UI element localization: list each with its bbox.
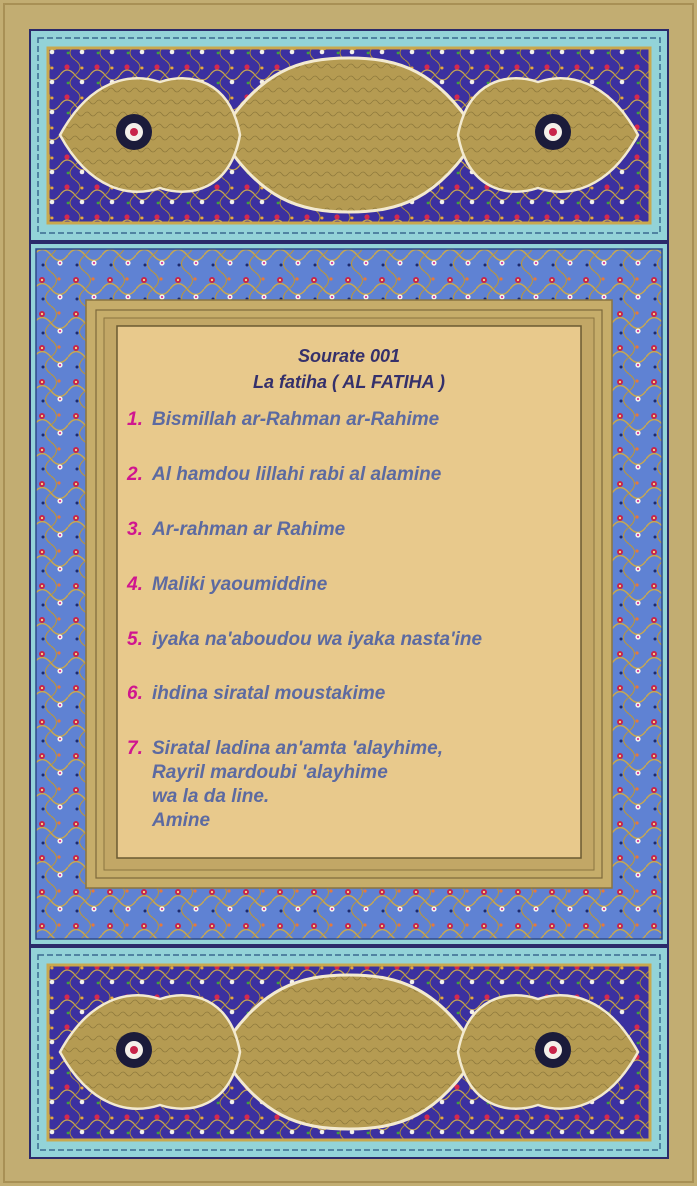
verse-text: Al hamdou lillahi rabi al alamine bbox=[152, 464, 442, 485]
surah-title: Sourate 001 bbox=[297, 346, 401, 366]
verse-number: 5. bbox=[127, 629, 143, 650]
text-panel bbox=[117, 326, 581, 858]
verse-5 bbox=[127, 628, 577, 652]
verse-text: Maliki yaoumiddine bbox=[152, 574, 328, 595]
verse-text: iyaka na'aboudou wa iyaka nasta'ine bbox=[152, 629, 483, 650]
verse-6 bbox=[127, 682, 577, 706]
verse-text: Bismillah ar-Rahman ar-Rahime bbox=[152, 409, 440, 430]
verse-text: Siratal ladina an'amta 'alayhime, bbox=[152, 738, 443, 759]
verse-text: ihdina siratal moustakime bbox=[152, 683, 386, 704]
verse-2 bbox=[127, 463, 577, 487]
verse-number: 3. bbox=[127, 519, 143, 540]
verse-number: 2. bbox=[127, 464, 143, 485]
verse-4 bbox=[127, 573, 577, 597]
verse-1 bbox=[127, 408, 577, 432]
verse-7 bbox=[127, 737, 577, 833]
verse-number: 1. bbox=[127, 409, 143, 430]
surah-subtitle: La fatiha ( AL FATIHA ) bbox=[253, 372, 445, 392]
verse-text-continuation: Amine bbox=[152, 810, 211, 831]
verse-text-continuation: Rayril mardoubi 'alayhime bbox=[152, 762, 388, 783]
verse-number: 7. bbox=[127, 738, 143, 759]
verse-text: Ar-rahman ar Rahime bbox=[152, 519, 346, 540]
verse-3 bbox=[127, 518, 577, 542]
verse-text-continuation: wa la da line. bbox=[152, 786, 270, 807]
verse-number: 6. bbox=[127, 683, 143, 704]
verse-number: 4. bbox=[127, 574, 143, 595]
